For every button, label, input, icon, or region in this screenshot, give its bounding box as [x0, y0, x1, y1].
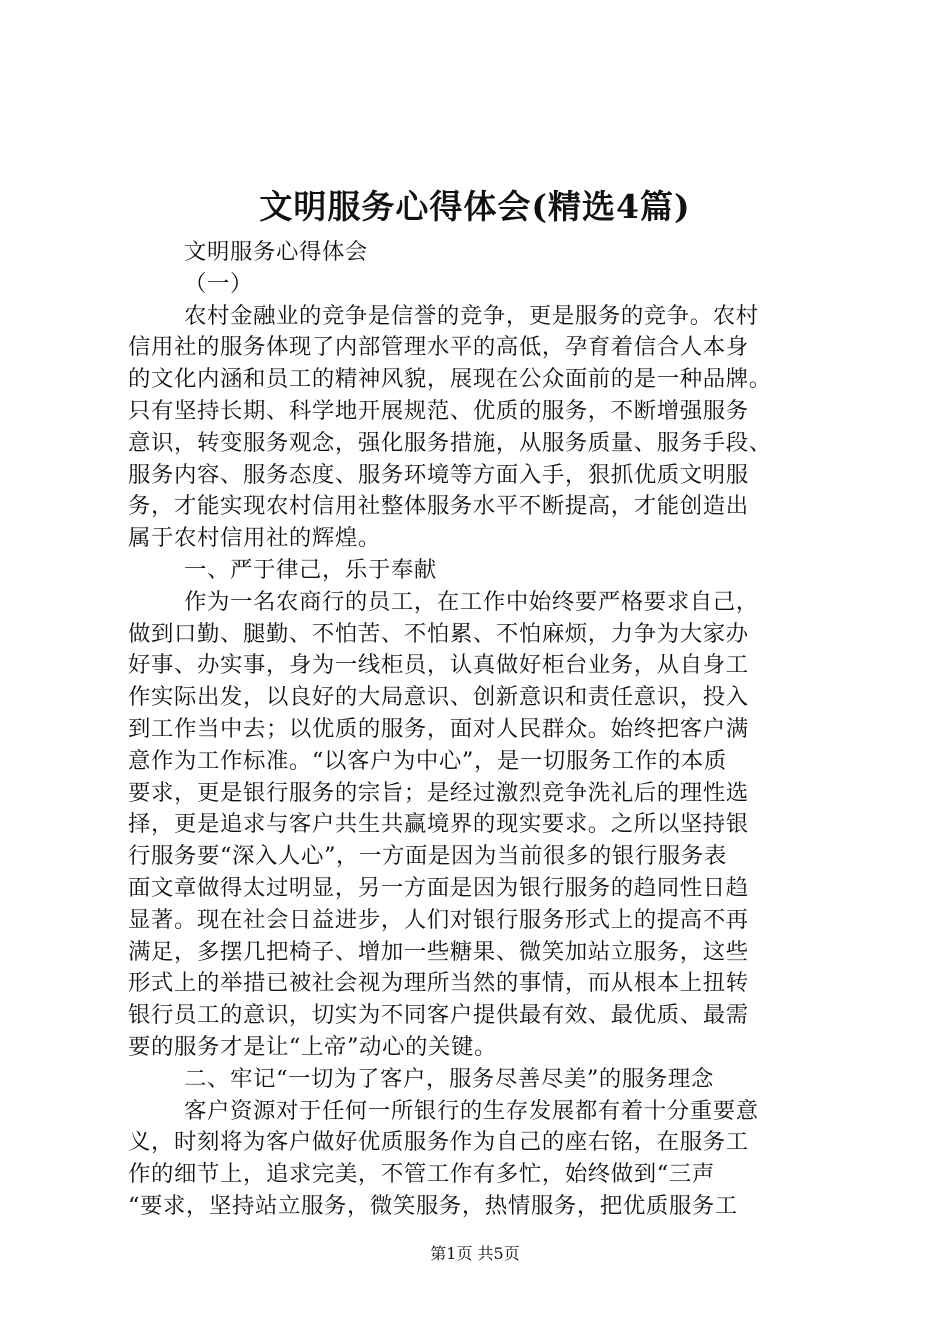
- body-line: 做到口勤、腿勤、不怕苦、不怕累、不怕麻烦，力争为大家办: [128, 620, 749, 647]
- body-line: 到工作当中去；以优质的服务，面对人民群众。始终把客户满: [128, 715, 749, 742]
- body-line: 银行员工的意识，切实为不同客户提供最有效、最优质、最需: [128, 1002, 749, 1029]
- body-line: 面文章做得太过明显，另一方面是因为银行服务的趋同性日趋: [128, 874, 749, 901]
- body-line: 要的服务才是让“上帝”动心的关键。: [128, 1033, 497, 1060]
- body-line: 只有坚持长期、科学地开展规范、优质的服务，不断增强服务: [128, 397, 749, 424]
- body-line: 信用社的服务体现了内部管理水平的高低，孕育着信合人本身: [128, 334, 749, 361]
- body-line: 作实际出发，以良好的大局意识、创新意识和责任意识，投入: [128, 684, 749, 711]
- body-line: 务，才能实现农村信用社整体服务水平不断提高，才能创造出: [128, 493, 749, 520]
- body-line: 择，更是追求与客户共生共赢境界的现实要求。之所以坚持银: [128, 811, 749, 838]
- body-line: 客户资源对于任何一所银行的生存发展都有着十分重要意: [184, 1097, 759, 1124]
- body-line: 属于农村信用社的辉煌。: [128, 525, 381, 552]
- page-footer: 第1页 共5页: [430, 1244, 520, 1263]
- body-line: 好事、办实事，身为一线柜员，认真做好柜台业务，从自身工: [128, 652, 749, 679]
- body-line: 义，时刻将为客户做好优质服务作为自己的座右铭，在服务工: [128, 1129, 749, 1156]
- body-line: 意识，转变服务观念，强化服务措施，从服务质量、服务手段、: [128, 429, 772, 456]
- body-line: （一）: [184, 270, 253, 297]
- body-line: 农村金融业的竞争是信誉的竞争，更是服务的竞争。农村: [184, 302, 759, 329]
- body-line: “要求，坚持站立服务，微笑服务，热情服务，把优质服务工: [128, 1192, 738, 1219]
- body-line: 一、严于律己，乐于奉献: [184, 556, 437, 583]
- body-line: 作的细节上，追求完美，不管工作有多忙，始终做到“三声: [128, 1161, 715, 1188]
- body-line: 显著。现在社会日益进步，人们对银行服务形式上的提高不再: [128, 906, 749, 933]
- body-line: 服务内容、服务态度、服务环境等方面入手，狠抓优质文明服: [128, 461, 749, 488]
- body-line: 形式上的举措已被社会视为理所当然的事情，而从根本上扭转: [128, 970, 749, 997]
- document-title: 文明服务心得体会(精选4篇): [259, 187, 691, 226]
- body-line: 二、牢记“一切为了客户，服务尽善尽美”的服务理念: [184, 1065, 714, 1092]
- body-line: 作为一名农商行的员工，在工作中始终要严格要求自己，: [184, 588, 759, 615]
- body-line: 文明服务心得体会: [184, 239, 368, 265]
- body-line: 的文化内涵和员工的精神风貌，展现在公众面前的是一种品牌。: [128, 366, 772, 393]
- body-line: 要求，更是银行服务的宗旨；是经过激烈竞争洗礼后的理性选: [128, 779, 749, 806]
- document-body: [128, 237, 830, 1223]
- body-line: 行服务要“深入人心”，一方面是因为当前很多的银行服务表: [128, 843, 727, 870]
- body-line: 意作为工作标准。“以客户为中心”，是一切服务工作的本质: [128, 747, 727, 774]
- body-line: 满足，多摆几把椅子、增加一些糖果、微笑加站立服务，这些: [128, 938, 749, 965]
